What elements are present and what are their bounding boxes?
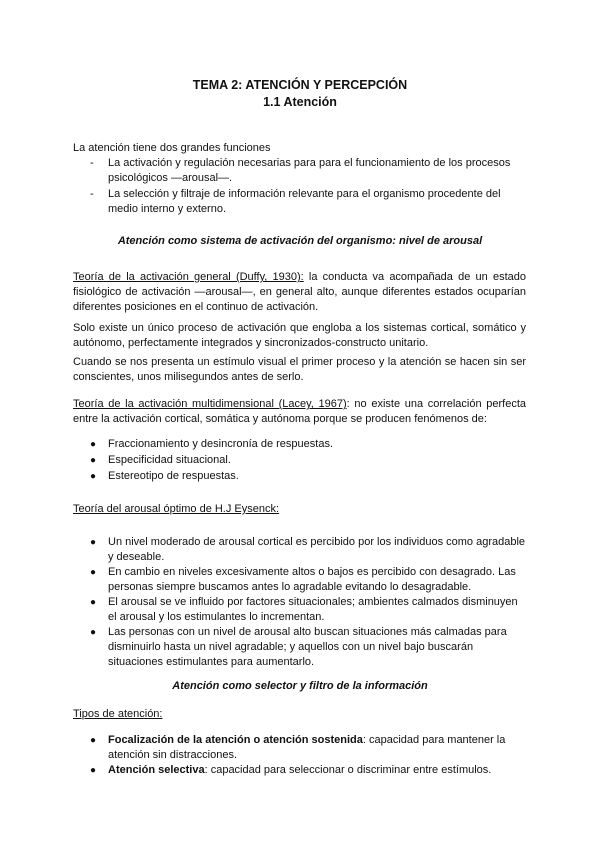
bullet-dot: ● (90, 627, 97, 638)
paragraph-lacey: Teoría de la activación multidimensional (Lacey, 1967): no existe una correlación perfecta entre la activación cortical, somática y autónoma porque se producen fenómenos de: (73, 398, 526, 425)
theory-title: Teoría del arousal óptimo de H.J Eysenck: (73, 503, 280, 515)
list-item: La selección y filtraje de información relevante para el organismo procedente del medio interno y externo. (108, 188, 501, 215)
paragraph-duffy: Teoría de la activación general (Duffy, 1930): la conducta va acompañada de un estado fisiológico de activación —arousal—, en general alto, aunque diferentes estados ocuparían diferentes posiciones en el continuo de activación. (73, 271, 526, 313)
page-subtitle: 1.1 Atención (263, 95, 337, 109)
list-item: La activación y regulación necesarias para para el funcionamiento de los procesos psicológicos —arousal—. (108, 157, 511, 184)
list-item: Un nivel moderado de arousal cortical es percibido por los individuos como agradable y deseable. (108, 536, 526, 563)
page-title: TEMA 2: ATENCIÓN Y PERCEPCIÓN (192, 78, 408, 92)
intro-lead: La atención tiene dos grandes funciones (73, 142, 271, 154)
bullet-dot: ● (90, 735, 97, 746)
theory-title: Teoría de la activación general (Duffy, 1930): (73, 271, 304, 283)
list-item: Estereotipo de respuestas. (108, 470, 239, 482)
subsection-title: Tipos de atención: (73, 708, 163, 720)
dash-bullet: - (90, 157, 94, 169)
dash-bullet: - (90, 188, 94, 200)
bullet-dot: ● (90, 597, 97, 608)
bullet-dot: ● (90, 455, 97, 466)
list-item: En cambio en niveles excesivamente altos o bajos es percibido con desagrado. Las personas siempre buscamos antes lo agradable evitando lo desagradable. (108, 566, 516, 593)
paragraph: Solo existe un único proceso de activación que engloba a los sistemas cortical, somático y autónomo, perfectamente integrados y sincronizados-constructo unitario. (73, 322, 526, 349)
section-heading: Atención como selector y filtro de la información (172, 680, 428, 692)
bullet-dot: ● (90, 567, 97, 578)
bullet-dot: ● (90, 765, 97, 776)
list-item: Focalización de la atención o atención sostenida: capacidad para mantener la atención sin distracciones. (108, 734, 506, 761)
theory-title: Teoría de la activación multidimensional (Lacey, 1967) (73, 398, 347, 410)
list-item: El arousal se ve influido por factores situacionales; ambientes calmados disminuyen el arousal y los estimulantes lo incrementan. (108, 596, 518, 623)
bullet-dot: ● (90, 471, 97, 482)
bullet-dot: ● (90, 439, 97, 450)
list-item: Las personas con un nivel de arousal alto buscan situaciones más calmadas para disminuirlo hasta un nivel agradable; y aquellos con un nivel bajo buscarán situaciones estimulantes para aumentarlo. (108, 626, 507, 668)
list-item: Atención selectiva: capacidad para seleccionar o discriminar entre estímulos. (108, 764, 492, 776)
list-item: Especificidad situacional. (108, 454, 231, 466)
paragraph: Cuando se nos presenta un estímulo visual el primer proceso y la atención se hacen sin ser conscientes, unos milisegundos antes de serlo. (73, 356, 526, 383)
bullet-dot: ● (90, 537, 97, 548)
section-heading: Atención como sistema de activación del organismo: nivel de arousal (117, 235, 483, 247)
list-item: Fraccionamiento y desincronía de respuestas. (108, 438, 334, 450)
